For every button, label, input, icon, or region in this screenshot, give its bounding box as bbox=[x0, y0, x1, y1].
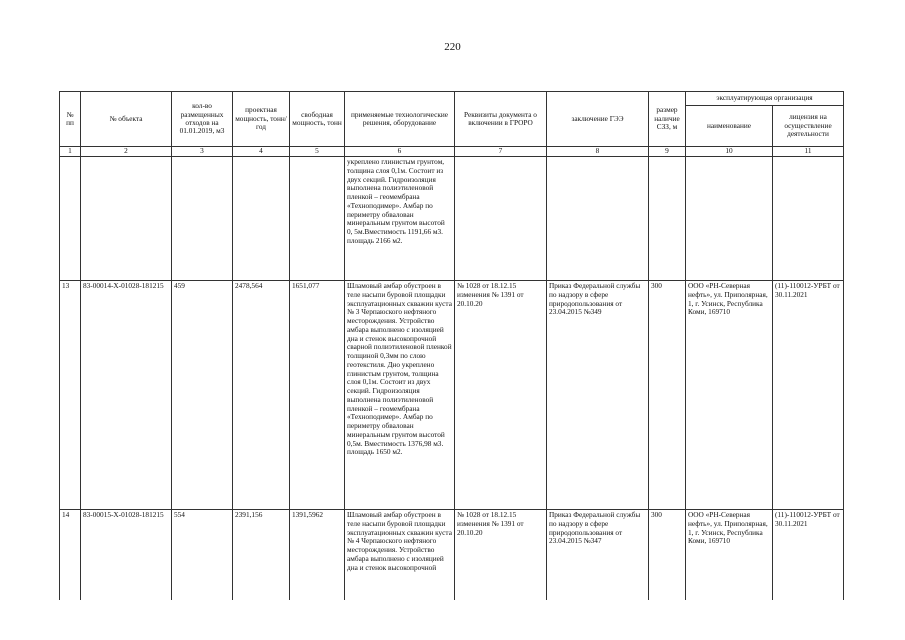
cell-tech-solutions: Шламовый амбар обустроен в теле насыпи буровой площадки эксплуатационных скважин куста № 3 Черпаюского нефтяного месторождения. Устройство амбара выполнено с изоляцией дна и стенок высокопрочной сварной полиэтиленовой пленкой толщиной 0,3мм по слою геотекстиля. Дно укреплено глинистым грунтом, толщина слоя 0,1м. Состоит из двух секций. Гидроизоляция выполнена полиэтиленовой пленкой – геомембрана «Техноподимер». Амбар по периметру обвалован минеральным грунтом высотой 0,5м. Вместимость 1376,98 м3. площадь 1650 м2. bbox=[345, 281, 455, 510]
table-row bbox=[60, 510, 844, 601]
cell-free-capacity: 1391,5962 bbox=[290, 510, 345, 601]
cell-operator-name: ООО «РН-Северная нефть», ул. Приполярная, 1, г. Усинск, Республика Коми, 169710 bbox=[686, 510, 773, 601]
header-num: № пп bbox=[60, 92, 81, 147]
column-number: 11 bbox=[773, 147, 844, 157]
cell-object-no: 83-00015-Х-01028-181215 bbox=[81, 510, 172, 601]
cell-tech-solutions: укреплено глинистым грунтом, толщина слоя 0,1м. Состоит из двух секций. Гидроизоляция выполнена полиэтиленовой пленкой – геомембрана «Техноподимер». Амбар по периметру обвалован минеральным грунтом высотой 0, 5м.Вместимость 1191,66 м3. площадь 2166 м2. bbox=[345, 157, 455, 281]
column-number: 10 bbox=[686, 147, 773, 157]
header-object-no: № объекта bbox=[81, 92, 172, 147]
header-design-capacity: проектная мощность, тонн/год bbox=[233, 92, 290, 147]
cell-szz-size: 300 bbox=[649, 510, 686, 601]
table-row-continuation bbox=[60, 157, 844, 281]
cell-waste-qty: 554 bbox=[172, 510, 233, 601]
header-operator-name: наименование bbox=[686, 106, 773, 147]
cell-szz-size: 300 bbox=[649, 281, 686, 510]
cell-gee-conclusion: Приказ Федеральной службы по надзору в сфере природопользования от 23.04.2015 №349 bbox=[547, 281, 649, 510]
column-number: 5 bbox=[290, 147, 345, 157]
header-operator-group: эксплуатирующая организация bbox=[686, 92, 844, 106]
column-number: 1 bbox=[60, 147, 81, 157]
column-number: 2 bbox=[81, 147, 172, 157]
header-free-capacity: свободная мощность, тонн bbox=[290, 92, 345, 147]
cell-design-capacity: 2478,564 bbox=[233, 281, 290, 510]
header-row-1 bbox=[60, 92, 844, 106]
cell-operator-license: (11)-110012-УРБТ от 30.11.2021 bbox=[773, 510, 844, 601]
column-number: 4 bbox=[233, 147, 290, 157]
cell-free-capacity: 1651,077 bbox=[290, 281, 345, 510]
cell-tech-solutions: Шламовый амбар обустроен в теле насыпи буровой площадки эксплуатационных скважин куста № 4 Черпаюского нефтяного месторождения. Устройство амбара выполнено с изоляцией дна и стенок высокопрочной bbox=[345, 510, 455, 601]
column-number: 8 bbox=[547, 147, 649, 157]
table-row bbox=[60, 281, 844, 510]
page-number: 220 bbox=[444, 41, 461, 53]
column-number: 6 bbox=[345, 147, 455, 157]
cell-waste-qty: 459 bbox=[172, 281, 233, 510]
cell-num: 14 bbox=[60, 510, 81, 601]
cell-num: 13 bbox=[60, 281, 81, 510]
header-tech-solutions: применяемые технологические решения, оборудование bbox=[345, 92, 455, 147]
column-number: 3 bbox=[172, 147, 233, 157]
header-operator-license: лицензия на осуществление деятельности bbox=[773, 106, 844, 147]
cell-groro-details: № 1028 от 18.12.15 изменения № 1391 от 20.10.20 bbox=[455, 281, 547, 510]
cell-groro-details: № 1028 от 18.12.15 изменения № 1391 от 20.10.20 bbox=[455, 510, 547, 601]
cell-gee-conclusion: Приказ Федеральной службы по надзору в сфере природопользования от 23.04.2015 №347 bbox=[547, 510, 649, 601]
cell-object-no: 83-00014-Х-01028-181215 bbox=[81, 281, 172, 510]
column-number: 7 bbox=[455, 147, 547, 157]
column-number: 9 bbox=[649, 147, 686, 157]
header-szz-size: размер наличие СЗЗ, м bbox=[649, 92, 686, 147]
cell-operator-name: ООО «РН-Северная нефть», ул. Приполярная, 1, г. Усинск, Республика Коми, 169710 bbox=[686, 281, 773, 510]
column-number-row bbox=[60, 147, 844, 157]
header-groro-details: Реквизиты документа о включении в ГРОРО bbox=[455, 92, 547, 147]
waste-facilities-table bbox=[59, 91, 844, 600]
header-waste-qty: кол-во размещенных отходов на 01.01.2019, м3 bbox=[172, 92, 233, 147]
cell-design-capacity: 2391,156 bbox=[233, 510, 290, 601]
cell-operator-license: (11)-110012-УРБТ от 30.11.2021 bbox=[773, 281, 844, 510]
header-gee-conclusion: заключение ГЭЭ bbox=[547, 92, 649, 147]
